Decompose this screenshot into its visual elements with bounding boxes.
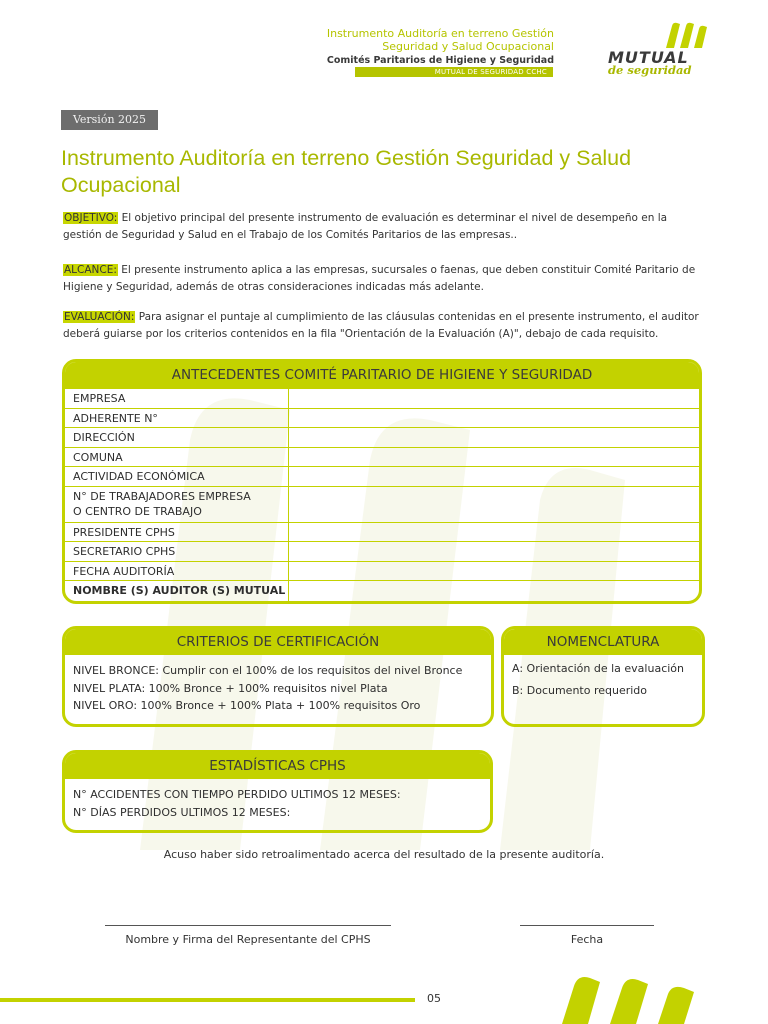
trabajadores-field[interactable] bbox=[289, 487, 699, 522]
row-label-trabajadores bbox=[65, 487, 289, 522]
corner-stripes-icon bbox=[556, 972, 716, 1024]
fecha-auditoria-field[interactable] bbox=[289, 562, 699, 581]
header-band: MUTUAL DE SEGURIDAD CCHC bbox=[355, 67, 553, 77]
row-label-fecha: FECHA AUDITORÍA bbox=[65, 562, 289, 581]
criterios-body bbox=[65, 655, 491, 722]
criterio-oro: NIVEL ORO: 100% Bronce + 100% Plata + 100% requisitos Oro bbox=[73, 699, 421, 712]
nomenclatura-a: A: Orientación de la evaluación bbox=[512, 662, 684, 675]
row-label-trabajadores-line1: N° DE TRABAJADORES EMPRESA bbox=[73, 489, 251, 503]
criterios-header: CRITERIOS DE CERTIFICACIÓN bbox=[65, 629, 491, 655]
antecedentes-table bbox=[62, 359, 702, 604]
criterio-plata: NIVEL PLATA: 100% Bronce + 100% requisitos nivel Plata bbox=[73, 681, 388, 695]
page-title: Instrumento Auditoría en terreno Gestión Seguridad y Salud Ocupacional bbox=[61, 146, 632, 197]
comuna-field[interactable] bbox=[289, 448, 699, 467]
row-label-secretario: SECRETARIO CPHS bbox=[65, 542, 289, 561]
table-row bbox=[65, 581, 699, 601]
acknowledgement-text: Acuso haber sido retroalimentado acerca del resultado de la presente auditoría. bbox=[163, 848, 605, 861]
row-label-actividad: ACTIVIDAD ECONÓMICA bbox=[65, 467, 289, 486]
empresa-field[interactable] bbox=[289, 389, 699, 408]
nomenclatura-body bbox=[504, 655, 702, 709]
auditor-field[interactable] bbox=[289, 581, 699, 601]
row-label-trabajadores-line2: O CENTRO DE TRABAJO bbox=[73, 504, 202, 518]
date-line bbox=[520, 925, 654, 926]
mutual-stripes-icon bbox=[664, 22, 710, 48]
date-label: Fecha bbox=[570, 933, 604, 946]
table-row bbox=[65, 523, 699, 543]
objetivo-tag: OBJETIVO: bbox=[64, 212, 118, 224]
table-row bbox=[65, 467, 699, 487]
nomenclatura-b: B: Documento requerido bbox=[512, 684, 648, 697]
evaluacion-paragraph bbox=[63, 309, 708, 343]
estadisticas-header: ESTADÍSTICAS CPHS bbox=[65, 753, 490, 779]
header-line1: Instrumento Auditoría en terreno Gestión bbox=[326, 27, 554, 40]
table-row bbox=[65, 487, 699, 523]
header-line3: Comités Paritarios de Higiene y Seguridad bbox=[326, 55, 554, 66]
estadisticas-box bbox=[62, 750, 493, 833]
row-label-direccion: DIRECCIÓN bbox=[65, 428, 289, 447]
nomenclatura-box bbox=[501, 626, 705, 727]
version-badge: Versión 2025 bbox=[61, 110, 158, 130]
secretario-field[interactable] bbox=[289, 542, 699, 561]
row-label-empresa: EMPRESA bbox=[65, 389, 289, 408]
estadistica-accidentes: N° ACCIDENTES CON TIEMPO PERDIDO ULTIMOS 12 MESES: bbox=[73, 788, 401, 801]
estadisticas-body bbox=[65, 779, 490, 828]
criterio-bronce: NIVEL BRONCE: Cumplir con el 100% de los requisitos del nivel Bronce bbox=[73, 664, 463, 677]
table-row bbox=[65, 562, 699, 582]
row-label-presidente: PRESIDENTE CPHS bbox=[65, 523, 289, 542]
evaluacion-tag: EVALUACIÓN: bbox=[64, 311, 135, 323]
logo-word-mutual: MUTUAL bbox=[608, 48, 689, 67]
evaluacion-text: Para asignar el puntaje al cumplimiento de las cláusulas contenidas en el presente instrumento, el auditor deberá guiarse por los criterios contenidos en la fila "Orientación de la Evaluación (A)", debajo de cada requisito. bbox=[63, 311, 699, 340]
row-label-auditor: NOMBRE (S) AUDITOR (S) MUTUAL bbox=[65, 581, 289, 601]
row-label-comuna: COMUNA bbox=[65, 448, 289, 467]
adherente-field[interactable] bbox=[289, 409, 699, 428]
actividad-field[interactable] bbox=[289, 467, 699, 486]
alcance-text: El presente instrumento aplica a las empresas, sucursales o faenas, que deben constituir Comité Paritario de Higiene y Seguridad, además de otras consideraciones indicadas más adelante. bbox=[63, 264, 696, 293]
row-label-adherente: ADHERENTE N° bbox=[65, 409, 289, 428]
table-row bbox=[65, 428, 699, 448]
page-number: 05 bbox=[427, 992, 441, 1005]
table-row bbox=[65, 389, 699, 409]
alcance-tag: ALCANCE: bbox=[64, 264, 117, 276]
direccion-field[interactable] bbox=[289, 428, 699, 447]
objetivo-text: El objetivo principal del presente instrumento de evaluación es determinar el nivel de desempeño en la gestión de Seguridad y Salud en el Trabajo de los Comités Paritarios de las empresas.. bbox=[63, 212, 668, 241]
footer-accent-line bbox=[0, 998, 415, 1002]
antecedentes-header: ANTECEDENTES COMITÉ PARITARIO DE HIGIENE Y SEGURIDAD bbox=[65, 362, 699, 389]
header-line2: Seguridad y Salud Ocupacional bbox=[382, 40, 554, 53]
nomenclatura-header: NOMENCLATURA bbox=[504, 629, 702, 655]
header-titles bbox=[327, 27, 554, 67]
table-row bbox=[65, 409, 699, 429]
alcance-paragraph bbox=[63, 262, 708, 296]
estadistica-dias: N° DÍAS PERDIDOS ULTIMOS 12 MESES: bbox=[73, 805, 291, 819]
criterios-box bbox=[62, 626, 494, 727]
objetivo-paragraph bbox=[63, 210, 708, 244]
table-row bbox=[65, 448, 699, 468]
signature-line bbox=[105, 925, 391, 926]
presidente-field[interactable] bbox=[289, 523, 699, 542]
logo-word-seguridad: de seguridad bbox=[608, 63, 692, 77]
table-row bbox=[65, 542, 699, 562]
signature-label: Nombre y Firma del Representante del CPHS bbox=[125, 933, 371, 946]
mutual-logo bbox=[604, 22, 714, 82]
